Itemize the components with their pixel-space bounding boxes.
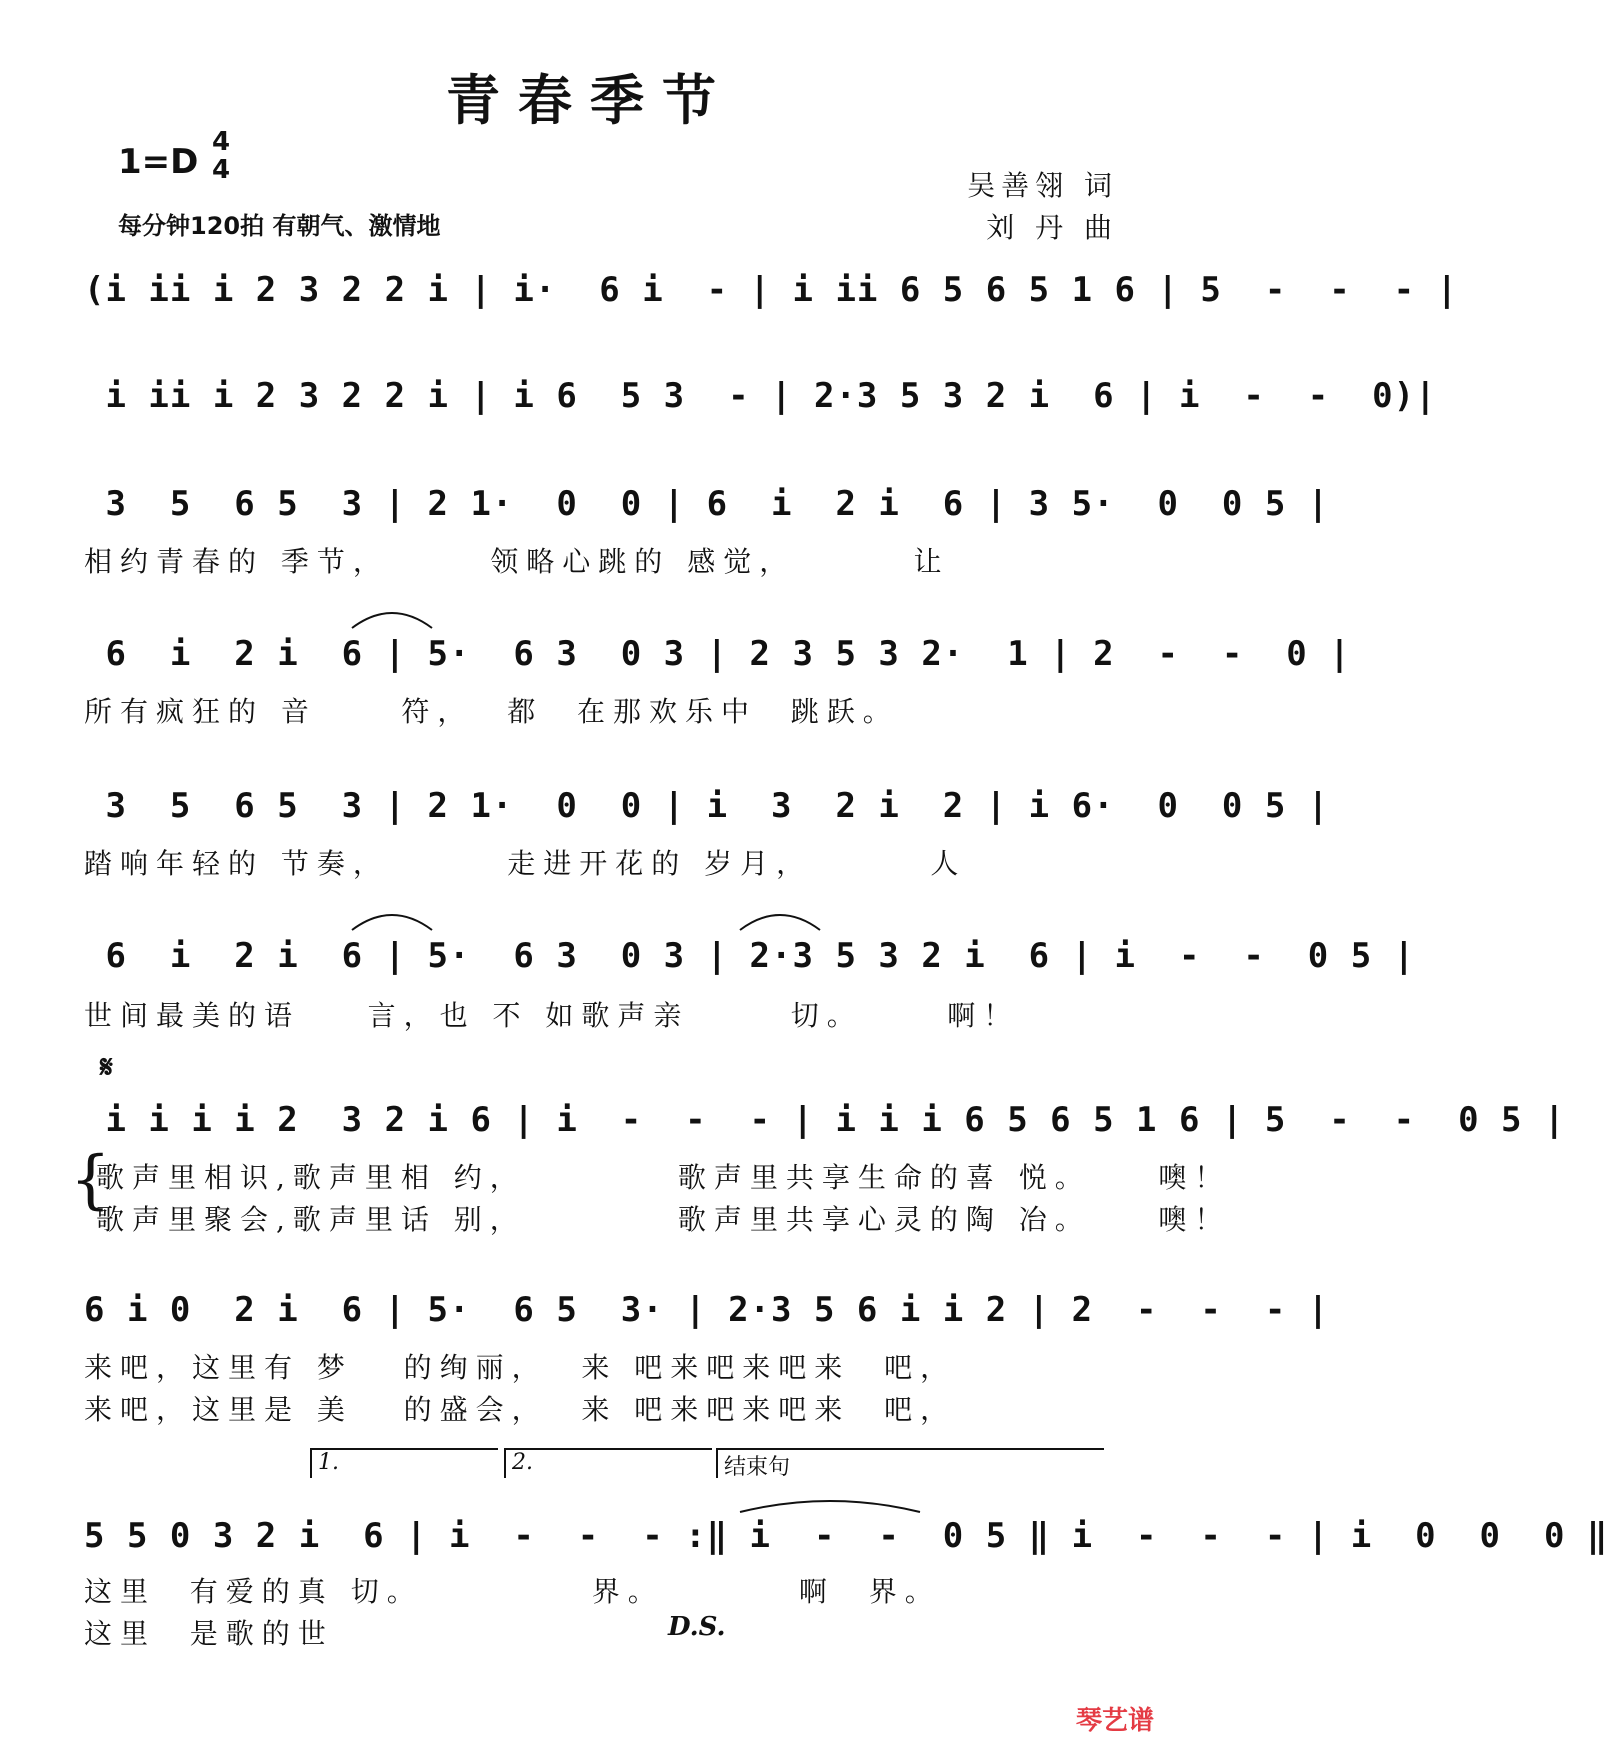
lyric-row-8-verse-2: 来吧，这里是 美 的盛会， 来 吧来吧来吧来 吧， bbox=[84, 1393, 957, 1426]
time-signature-top: 4 bbox=[211, 127, 231, 157]
notes-row-3: 3 5 6 5 3 | 2 1· 0 0 | 6 i 2 i 6 | 3 5· 0 0 5 | bbox=[84, 484, 1330, 524]
lyric-row-8-verse-1: 来吧，这里有 梦 的绚丽， 来 吧来吧来吧来 吧， bbox=[84, 1351, 957, 1384]
volta-ending-phrase: 结束句 bbox=[716, 1448, 1104, 1478]
volta-second-ending: 2. bbox=[504, 1448, 712, 1478]
time-signature-bottom: 4 bbox=[211, 155, 231, 185]
volta-first-ending: 1. bbox=[310, 1448, 498, 1478]
lyricist-credit: 吴善翎 词 bbox=[967, 169, 1118, 202]
lyric-row-7-verse-2: 歌声里聚会,歌声里话 别， 歌声里共享心灵的陶 冶。 噢！ bbox=[96, 1203, 1231, 1236]
verse-brace: { bbox=[70, 1143, 111, 1217]
dal-segno-marking: D.S. bbox=[668, 1612, 726, 1642]
notes-row-6: 6 i 2 i 6 | 5· 6 3 0 3 | 2·3 5 3 2 i 6 | i - - 0 5 | bbox=[84, 936, 1416, 976]
notes-row-1: (i ii i 2 3 2 2 i | i· 6 i - | i ii 6 5 6 5 1 6 | 5 - - - | bbox=[84, 270, 1459, 310]
key-signature: 1=D bbox=[118, 142, 199, 182]
notes-row-2: i ii i 2 3 2 2 i | i 6 5 3 - | 2·3 5 3 2 i 6 | i - - 0)| bbox=[84, 376, 1437, 416]
notes-row-7: i i i i 2 3 2 i 6 | i - - - | i i i 6 5 6 5 1 6 | 5 - - 0 5 | bbox=[84, 1100, 1566, 1140]
site-logo: 琴艺谱 bbox=[1075, 1706, 1154, 1736]
page-title: 青春季节 bbox=[446, 68, 734, 132]
segno-sign: 𝄋 bbox=[100, 1050, 113, 1085]
slur-row-6b bbox=[740, 915, 820, 930]
notes-row-5: 3 5 6 5 3 | 2 1· 0 0 | i 3 2 i 2 | i 6· 0 0 5 | bbox=[84, 786, 1330, 826]
lyric-row-6: 世间最美的语 言，也 不 如歌声亲 切。 啊！ bbox=[84, 999, 1020, 1032]
lyric-row-9-verse-2: 这里 是歌的世 bbox=[84, 1617, 334, 1650]
slur-row-4 bbox=[352, 613, 432, 628]
slur-ending bbox=[740, 1501, 920, 1512]
lyric-row-7-verse-1: 歌声里相识,歌声里相 约， 歌声里共享生命的喜 悦。 噢！ bbox=[96, 1161, 1231, 1194]
slur-row-6 bbox=[352, 915, 432, 930]
notes-row-8: 6 i 0 2 i 6 | 5· 6 5 3· | 2·3 5 6 i i 2 | 2 - - - | bbox=[84, 1290, 1330, 1330]
lyric-row-5: 踏响年轻的 节奏， 走进开花的 岁月， 人 bbox=[84, 847, 967, 880]
lyric-row-4: 所有疯狂的 音 符， 都 在那欢乐中 跳跃。 bbox=[84, 695, 899, 728]
tempo-marking: 每分钟120拍 有朝气、激情地 bbox=[118, 212, 441, 240]
notes-row-4: 6 i 2 i 6 | 5· 6 3 0 3 | 2 3 5 3 2· 1 | 2 - - 0 | bbox=[84, 634, 1351, 674]
lyric-row-3: 相约青春的 季节， 领略心跳的 感觉， 让 bbox=[84, 545, 950, 578]
lyric-row-9-verse-1: 这里 有爱的真 切。 界。 啊 界。 bbox=[84, 1575, 941, 1608]
composer-credit: 刘 丹 曲 bbox=[986, 211, 1118, 244]
notes-row-9: 5 5 0 3 2 i 6 | i - - - :‖ i - - 0 5 ‖ i - - - | i 0 0 0 ‖ bbox=[84, 1516, 1608, 1556]
